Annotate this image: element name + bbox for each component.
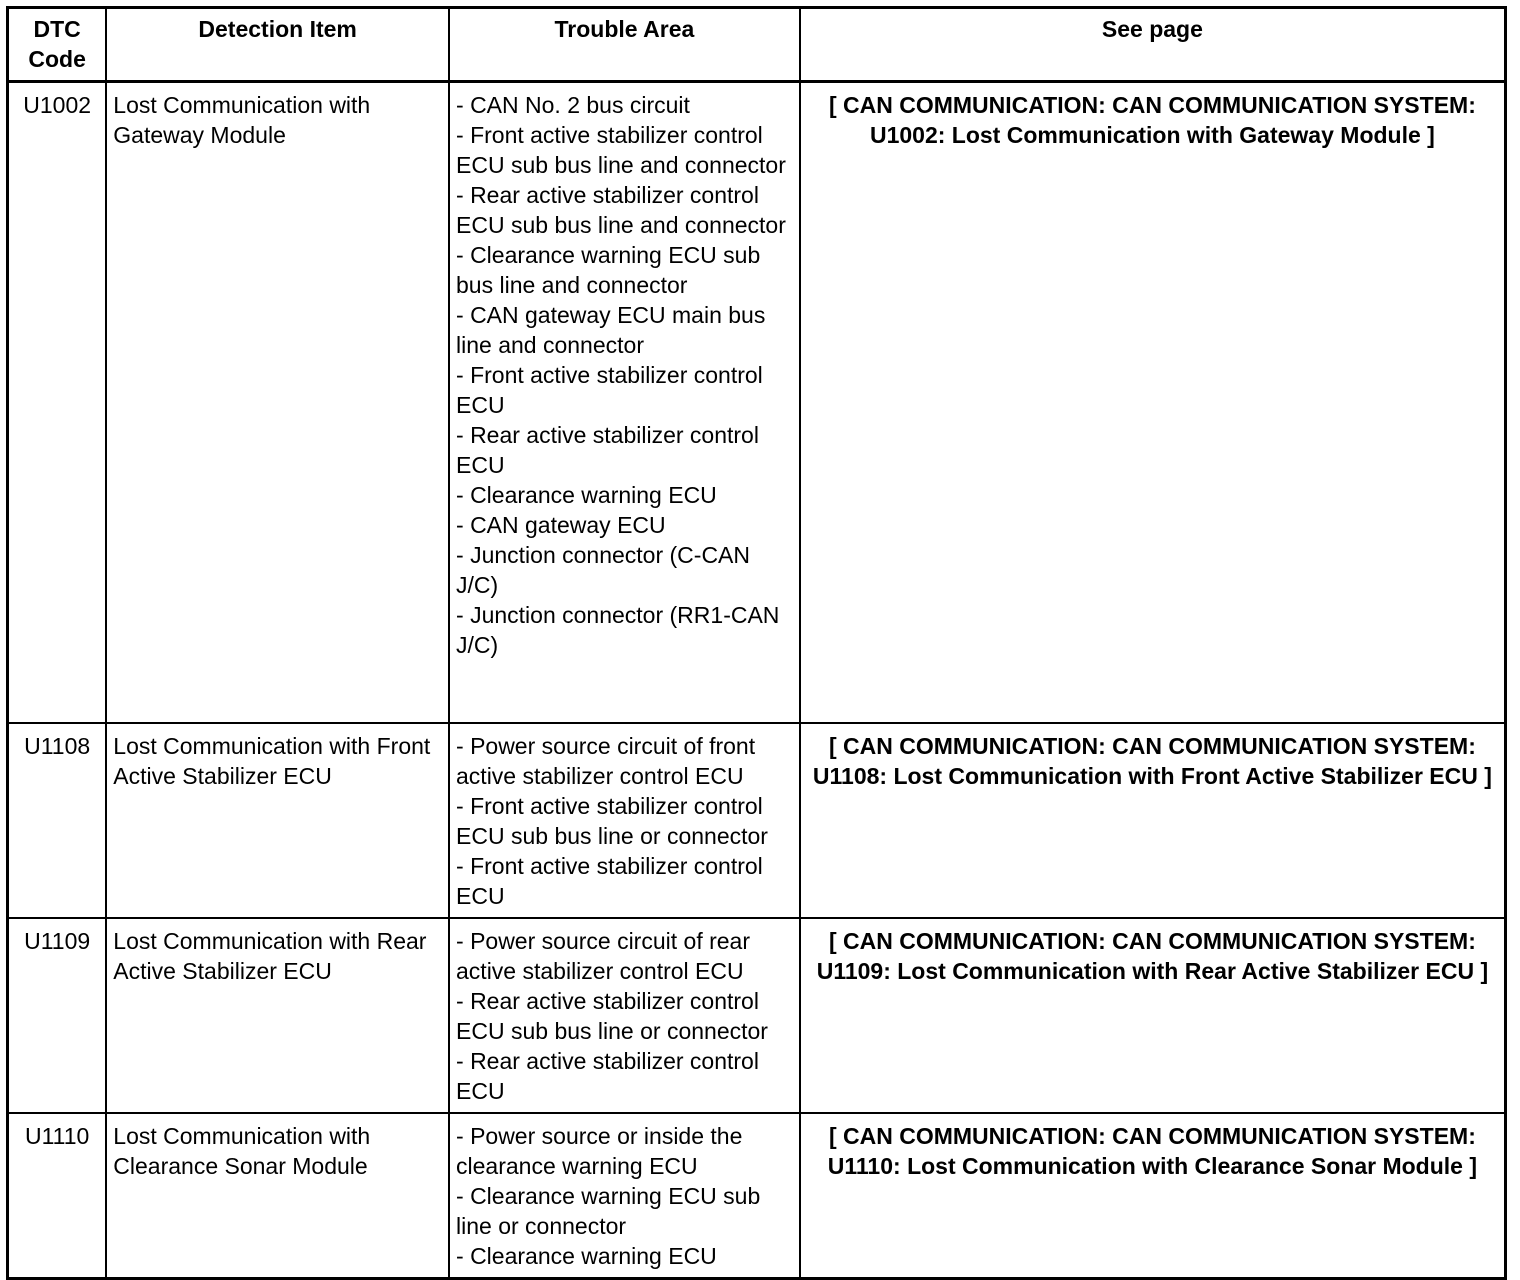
trouble-area-line: - Power source circuit of rear active stabilizer control ECU	[456, 928, 750, 984]
trouble-area-line: - Junction connector (C-CAN J/C)	[456, 542, 751, 598]
dtc-code-cell: U1109	[8, 918, 107, 1113]
dtc-code-cell: U1110	[8, 1113, 107, 1279]
detection-item-cell: Lost Communication with Clearance Sonar Module	[106, 1113, 449, 1279]
trouble-area-line: - Clearance warning ECU sub line or connector	[456, 1183, 761, 1239]
trouble-area-cell	[449, 82, 800, 724]
trouble-area-line: - Rear active stabilizer control ECU	[456, 422, 759, 478]
trouble-area-line: - Clearance warning ECU sub bus line and connector	[456, 242, 761, 298]
trouble-area-line: - Front active stabilizer control ECU sub bus line or connector	[456, 793, 768, 849]
detection-item-cell: Lost Communication with Front Active Stabilizer ECU	[106, 723, 449, 918]
trouble-area-line: - Rear active stabilizer control ECU	[456, 1048, 759, 1104]
trouble-area-line: - CAN gateway ECU main bus line and connector	[456, 302, 766, 358]
trouble-area-line: - Clearance warning ECU	[456, 482, 717, 508]
see-page-link[interactable]: [ CAN COMMUNICATION: CAN COMMUNICATION SYSTEM: U1108: Lost Communication with Front Active Stabilizer ECU ]	[800, 723, 1506, 918]
dtc-code-cell: U1002	[8, 82, 107, 724]
trouble-area-cell	[449, 1113, 800, 1279]
trouble-area-line: - CAN No. 2 bus circuit	[456, 92, 690, 118]
trouble-area-line: - Front active stabilizer control ECU sub bus line and connector	[456, 122, 786, 178]
dtc-code-cell: U1108	[8, 723, 107, 918]
trouble-area-line: - Junction connector (RR1-CAN J/C)	[456, 602, 780, 658]
trouble-area-cell	[449, 723, 800, 918]
trouble-area-line: - Clearance warning ECU	[456, 1243, 717, 1269]
table-row	[8, 723, 1506, 918]
table-row	[8, 918, 1506, 1113]
detection-item-cell: Lost Communication with Gateway Module	[106, 82, 449, 724]
trouble-area-line: - Power source or inside the clearance warning ECU	[456, 1123, 743, 1179]
dtc-table	[6, 6, 1507, 1280]
table-header-row	[8, 8, 1506, 82]
trouble-area-line: - Rear active stabilizer control ECU sub bus line or connector	[456, 988, 768, 1044]
table-row	[8, 1113, 1506, 1279]
header-dtc-code: DTC Code	[8, 8, 107, 82]
see-page-link[interactable]: [ CAN COMMUNICATION: CAN COMMUNICATION SYSTEM: U1002: Lost Communication with Gateway Module ]	[800, 82, 1506, 724]
see-page-link[interactable]: [ CAN COMMUNICATION: CAN COMMUNICATION SYSTEM: U1109: Lost Communication with Rear Active Stabilizer ECU ]	[800, 918, 1506, 1113]
trouble-area-line: - Front active stabilizer control ECU	[456, 362, 763, 418]
trouble-area-cell	[449, 918, 800, 1113]
see-page-link[interactable]: [ CAN COMMUNICATION: CAN COMMUNICATION SYSTEM: U1110: Lost Communication with Clearance Sonar Module ]	[800, 1113, 1506, 1279]
header-see-page: See page	[800, 8, 1506, 82]
trouble-area-line: - Front active stabilizer control ECU	[456, 853, 763, 909]
detection-item-cell: Lost Communication with Rear Active Stabilizer ECU	[106, 918, 449, 1113]
table-row	[8, 82, 1506, 724]
trouble-area-line: - Rear active stabilizer control ECU sub bus line and connector	[456, 182, 786, 238]
trouble-area-line: - CAN gateway ECU	[456, 512, 666, 538]
header-trouble-area: Trouble Area	[449, 8, 800, 82]
header-detection-item: Detection Item	[106, 8, 449, 82]
trouble-area-line: - Power source circuit of front active stabilizer control ECU	[456, 733, 756, 789]
